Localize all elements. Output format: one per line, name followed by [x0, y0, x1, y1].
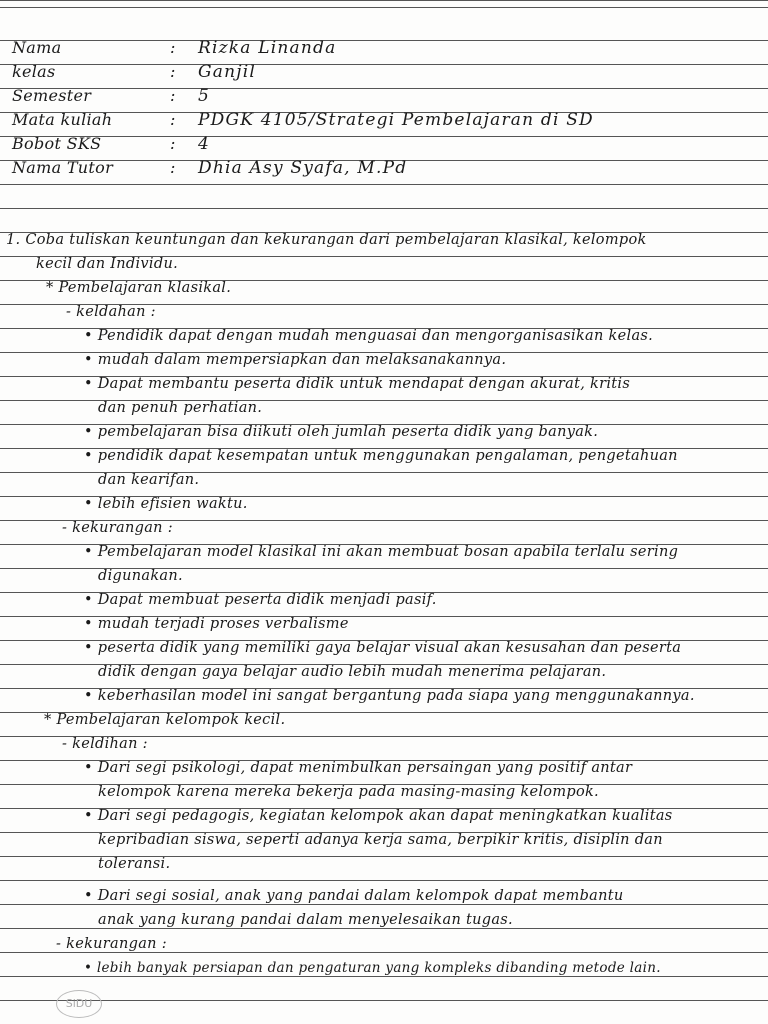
bullet-line: • peserta didik yang memiliki gaya belajar visual akan kesusahan dan peserta: [84, 640, 682, 656]
header-label: Nama: [12, 38, 62, 57]
continuation-line: anak yang kurang pandai dalam menyelesaikan tugas.: [98, 912, 513, 928]
continuation-line: dan kearifan.: [98, 472, 200, 488]
bullet-line: • Dari segi sosial, anak yang pandai dalam kelompok dapat membantu: [84, 888, 624, 904]
continuation-line: toleransi.: [98, 856, 171, 872]
bullet-line: • lebih efisien waktu.: [84, 496, 248, 512]
bullet-line: • mudah dalam mempersiapkan dan melaksanakannya.: [84, 352, 507, 368]
answer-line: kecil dan Individu.: [36, 256, 178, 272]
top-rule: [0, 7, 768, 8]
header-label: Nama Tutor: [12, 158, 114, 177]
continuation-line: digunakan.: [98, 568, 183, 584]
header-label: Bobot SKS: [12, 134, 102, 153]
bullet-line: • pendidik dapat kesempatan untuk menggunakan pengalaman, pengetahuan: [84, 448, 678, 464]
header-row: [12, 84, 211, 108]
brand-stamp: SiDU: [56, 990, 102, 1018]
header-colon: :: [170, 158, 176, 177]
header-value: Rizka Linanda: [198, 38, 337, 58]
header-label: Semester: [12, 86, 92, 105]
header-colon: :: [170, 62, 176, 81]
continuation-line: kelompok karena mereka bekerja pada masing-masing kelompok.: [98, 784, 599, 800]
subsection-heading: - kekurangan :: [62, 520, 173, 536]
continuation-line: didik dengan gaya belajar audio lebih mudah menerima pelajaran.: [98, 664, 607, 680]
section-heading: * Pembelajaran klasikal.: [46, 280, 232, 296]
header-colon: :: [170, 134, 176, 153]
header-value: PDGK 4105/Strategi Pembelajaran di SD: [198, 110, 594, 130]
header-value: 5: [198, 86, 211, 106]
bullet-line: • Dari segi pedagogis, kegiatan kelompok akan dapat meningkatkan kualitas: [84, 808, 673, 824]
header-value: 4: [198, 134, 211, 154]
header-row: [12, 132, 211, 156]
bullet-line: • Dari segi psikologi, dapat menimbulkan persaingan yang positif antar: [84, 760, 633, 776]
bullet-line: • pembelajaran bisa diikuti oleh jumlah peserta didik yang banyak.: [84, 424, 599, 440]
bullet-line: • Dapat membuat peserta didik menjadi pasif.: [84, 592, 437, 608]
bullet-line: • keberhasilan model ini sangat bergantung pada siapa yang menggunakannya.: [84, 688, 695, 704]
bullet-line: • mudah terjadi proses verbalisme: [84, 616, 349, 632]
section-heading: * Pembelajaran kelompok kecil.: [44, 712, 286, 728]
header-label: Mata kuliah: [12, 110, 113, 129]
header-row: [12, 60, 257, 84]
subsection-heading: - keldahan :: [66, 304, 156, 320]
header-row: [12, 36, 337, 60]
bullet-line: • Pendidik dapat dengan mudah menguasai dan mengorganisasikan kelas.: [84, 328, 654, 344]
bullet-line: • Dapat membantu peserta didik untuk mendapat dengan akurat, kritis: [84, 376, 631, 392]
subsection-heading: - keldihan :: [62, 736, 148, 752]
continuation-line: dan penuh perhatian.: [98, 400, 263, 416]
header-colon: :: [170, 110, 176, 129]
header-colon: :: [170, 38, 176, 57]
subsection-heading: - kekurangan :: [56, 936, 167, 952]
continuation-line: kepribadian siswa, seperti adanya kerja sama, berpikir kritis, disiplin dan: [98, 832, 663, 848]
bullet-line: • Pembelajaran model klasikal ini akan membuat bosan apabila terlalu sering: [84, 544, 679, 560]
header-value: Ganjil: [198, 62, 257, 82]
header-row: [12, 108, 594, 132]
bullet-line: • lebih banyak persiapan dan pengaturan yang kompleks dibanding metode lain.: [84, 960, 661, 976]
answer-line: 1. Coba tuliskan keuntungan dan kekurangan dari pembelajaran klasikal, kelompok: [6, 232, 647, 248]
header-row: [12, 156, 408, 180]
header-colon: :: [170, 86, 176, 105]
header-value: Dhia Asy Syafa, M.Pd: [198, 158, 408, 178]
header-label: kelas: [12, 62, 56, 81]
